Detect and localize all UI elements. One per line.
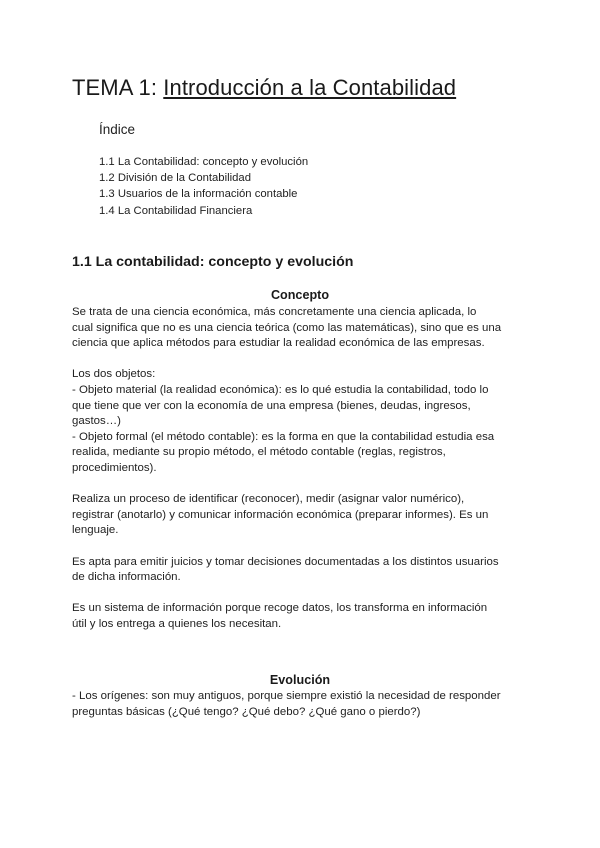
text-line: útil y los entrega a quienes los necesitan. bbox=[72, 617, 282, 630]
paragraph-gap bbox=[72, 586, 534, 602]
text-line: registrar (anotarlo) y comunicar información económica (preparar informes). Es un bbox=[72, 508, 489, 521]
document-title bbox=[72, 72, 456, 104]
text-line: de dicha información. bbox=[72, 571, 181, 584]
text-line: lenguaje. bbox=[72, 524, 119, 537]
title-main: Introducción a la Contabilidad bbox=[163, 75, 457, 100]
toc-item-1-3: 1.3 Usuarios de la información contable bbox=[99, 188, 298, 201]
text-line: Es un sistema de información porque recoge datos, los transforma en información bbox=[72, 602, 488, 615]
table-of-contents bbox=[99, 154, 308, 219]
text-line: cual significa que no es una ciencia teórica (como las matemáticas), sino que es una bbox=[72, 321, 502, 334]
subheading-concepto: Concepto bbox=[270, 288, 330, 302]
text-line: gastos…) bbox=[72, 415, 121, 428]
toc-item-1-4: 1.4 La Contabilidad Financiera bbox=[99, 204, 253, 217]
text-line: - Los orígenes: son muy antiguos, porque siempre existió la necesidad de responder bbox=[72, 690, 501, 702]
text-line: ciencia que aplica métodos para estudiar la realidad económica de las empresas. bbox=[72, 337, 485, 350]
toc-item-1-1: 1.1 La Contabilidad: concepto y evolución bbox=[99, 156, 309, 168]
paragraph-gap bbox=[72, 352, 534, 368]
text-line: - Objeto formal (el método contable): es la forma en que la contabilidad estudia esa bbox=[72, 430, 495, 443]
paragraph-gap bbox=[72, 539, 534, 555]
text-line: realida, mediante su propio método, el método contable (reglas, registros, bbox=[72, 446, 446, 459]
text-line: Es apta para emitir juicios y tomar decisiones documentadas a los distintos usuarios bbox=[72, 555, 499, 568]
index-heading: Índice bbox=[99, 122, 136, 137]
subheading-evolucion: Evolución bbox=[269, 673, 331, 687]
toc-item-1-2: 1.2 División de la Contabilidad bbox=[99, 172, 251, 185]
text-line: procedimientos). bbox=[72, 461, 157, 474]
evolucion-body bbox=[72, 689, 534, 720]
text-line: preguntas básicas (¿Qué tengo? ¿Qué debo? ¿Qué gano o pierdo?) bbox=[72, 705, 421, 718]
text-line: que tiene que ver con la economía de una empresa (bienes, deudas, ingresos, bbox=[72, 399, 471, 412]
paragraph-gap bbox=[72, 477, 534, 493]
text-line: Se trata de una ciencia económica, más concretamente una ciencia aplicada, lo bbox=[72, 306, 477, 318]
text-line: - Objeto material (la realidad económica): es lo qué estudia la contabilidad, todo lo bbox=[72, 383, 489, 396]
section-heading-1-1: 1.1 La contabilidad: concepto y evolución bbox=[72, 254, 354, 270]
text-line: Realiza un proceso de identificar (reconocer), medir (asignar valor numérico), bbox=[72, 493, 465, 506]
concepto-body bbox=[72, 305, 534, 632]
text-line: Los dos objetos: bbox=[72, 368, 156, 381]
title-prefix: TEMA 1: bbox=[72, 75, 164, 100]
